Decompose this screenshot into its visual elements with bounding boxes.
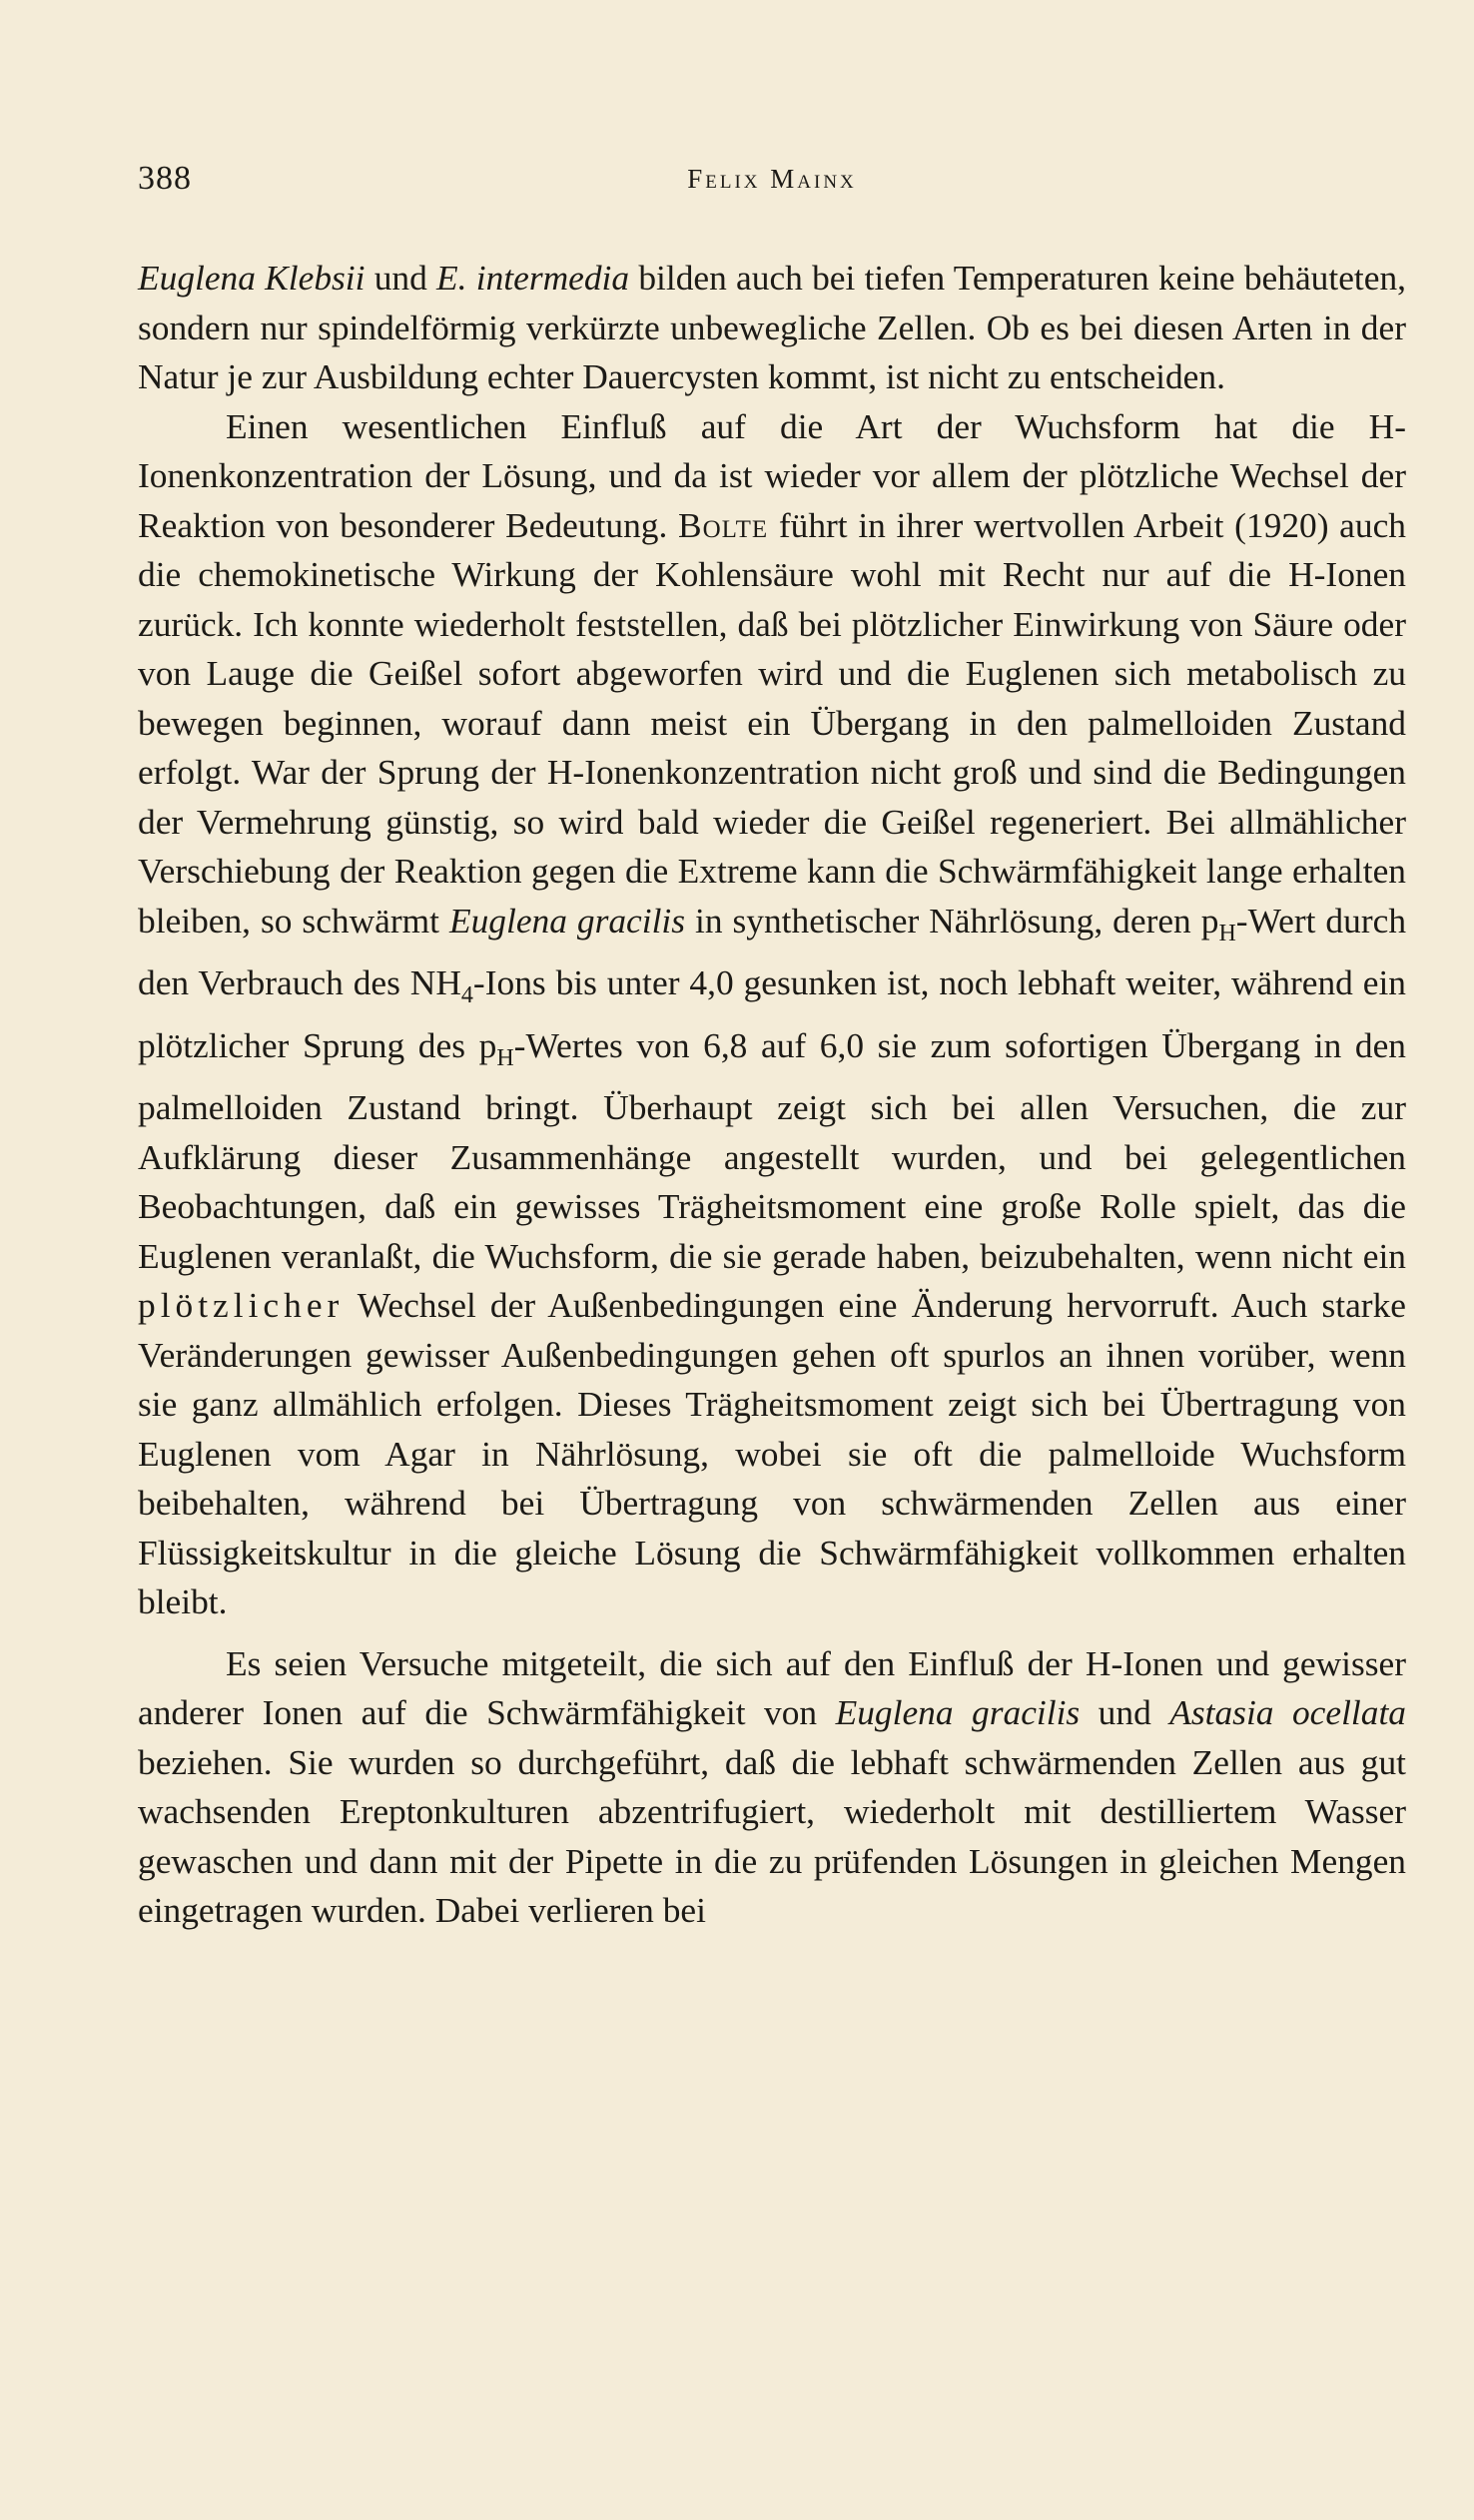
- author-name: Bolte: [677, 504, 769, 545]
- text-run: Wechsel der Außenbedingungen eine Änderung hervorruft. Auch starke Veränderungen gewisser Außenbedingungen gehen oft spurlos an ihnen vorüber, wenn sie ganz allmählich erfolgen. Dieses Trägheitsmoment zeigt sich bei Übertragung von Euglenen vom Agar in Nährlösung, wobei sie oft die palmelloide Wuchsform beibehalten, während bei Übertragung von schwärmenden Zellen aus einer Flüssigkeitskultur in die gleiche Lösung die Schwärmfähigkeit vollkommen erhalten bleibt.: [138, 1285, 1406, 1622]
- paragraph-1: [138, 254, 1406, 402]
- nh4-subscript: 4: [460, 982, 473, 1009]
- ph-symbol: [478, 1024, 514, 1071]
- text-run: -Wertes von 6,8 auf 6,0 sie zum sofortigen Übergang in den palmelloiden Zustand bringt. Überhaupt zeigt sich bei allen Versuchen, die zur Aufklärung dieser Zusammenhänge angestellt wurden, und bei gelegentlichen Beobachtungen, daß ein gewisses Trägheitsmoment eine große Rolle spielt, das die Euglenen veranlaßt, die Wuchsform, die sie gerade haben, beizubehalten, wenn nicht ein: [138, 1024, 1406, 1276]
- text-run: beziehen. Sie wurden so durchgeführt, daß die lebhaft schwärmenden Zellen aus gut wachsenden Ereptonkulturen abzentrifugiert, wiederholt mit destilliertem Wasser gewaschen und dann mit der Pipette in die zu prüfenden Lösungen in gleichen Mengen eingetragen wurden. Dabei verlieren bei: [138, 1741, 1406, 1931]
- text-run: -Wert durch den Verbrauch des NH: [138, 900, 1407, 1003]
- page-number: 388: [138, 160, 192, 197]
- text-run: Einen wesentlichen Einfluß auf die Art der Wuchsform hat die H-Ionenkonzentration der Lösung, und da ist wieder vor allem der plötzliche Wechsel der Reaktion von besonderer Bedeutung.: [138, 405, 1406, 545]
- ph-p: p: [478, 1024, 497, 1065]
- ph-p: p: [1200, 900, 1219, 941]
- running-title: Felix Mainx: [687, 164, 857, 194]
- species-name: Euglena Klebsii: [138, 258, 366, 298]
- document-page: [138, 160, 1406, 1936]
- text-run: führt in ihrer wertvollen Arbeit (1920) auch die chemokinetische Wirkung der Kohlensäure wohl mit Recht nur auf die H-Ionen zurück. Ich konnte wiederholt feststellen, daß bei plötzlicher Einwirkung von Säure oder von Lauge die Geißel sofort abgeworfen wird und die Euglenen sich metabolisch zu bewegen beginnen, worauf dann meist ein Übergang in den palmelloiden Zustand erfolgt. War der Sprung der H-Ionenkonzentration nicht groß und sind die Bedingungen der Vermehrung günstig, so wird bald wieder die Geißel regeneriert. Bei allmählicher Verschiebung der Reaktion gegen die Extreme kann die Schwärmfähigkeit lange erhalten bleiben, so schwärmt: [138, 504, 1406, 941]
- species-name: E. intermedia: [436, 258, 630, 298]
- paragraph-2: [138, 402, 1406, 1627]
- species-name: Astasia ocellata: [1169, 1692, 1406, 1733]
- species-name: Euglena gracilis: [835, 1692, 1081, 1733]
- text-run: Es seien Versuche mitgeteilt, die sich auf den Einfluß der H-Ionen und gewisser anderer Ionen auf die Schwärmfähigkeit von: [138, 1642, 1406, 1733]
- running-head: [138, 160, 1406, 220]
- ph-symbol: [1200, 900, 1236, 946]
- text-run: -Ions bis unter 4,0 gesunken ist, noch lebhaft weiter, während ein plötzlicher Sprung des: [138, 962, 1406, 1065]
- text-run: in synthetischer Nährlösung, deren: [685, 900, 1201, 941]
- text-run: und: [1080, 1692, 1170, 1733]
- emphasized-word: plötzlicher: [138, 1285, 345, 1326]
- species-name: Euglena gracilis: [448, 900, 686, 941]
- text-run: und: [365, 258, 437, 298]
- ph-h-subscript: H: [496, 1044, 514, 1071]
- text-run: bilden auch bei tiefen Temperaturen keine behäuteten, sondern nur spindelförmig verkürzte unbewegliche Zellen. Ob es bei diesen Arten in der Natur je zur Ausbildung echter Dauercysten kommt, ist nicht zu entscheiden.: [138, 258, 1406, 396]
- paragraph-3: [138, 1639, 1406, 1936]
- ph-h-subscript: H: [1218, 920, 1236, 946]
